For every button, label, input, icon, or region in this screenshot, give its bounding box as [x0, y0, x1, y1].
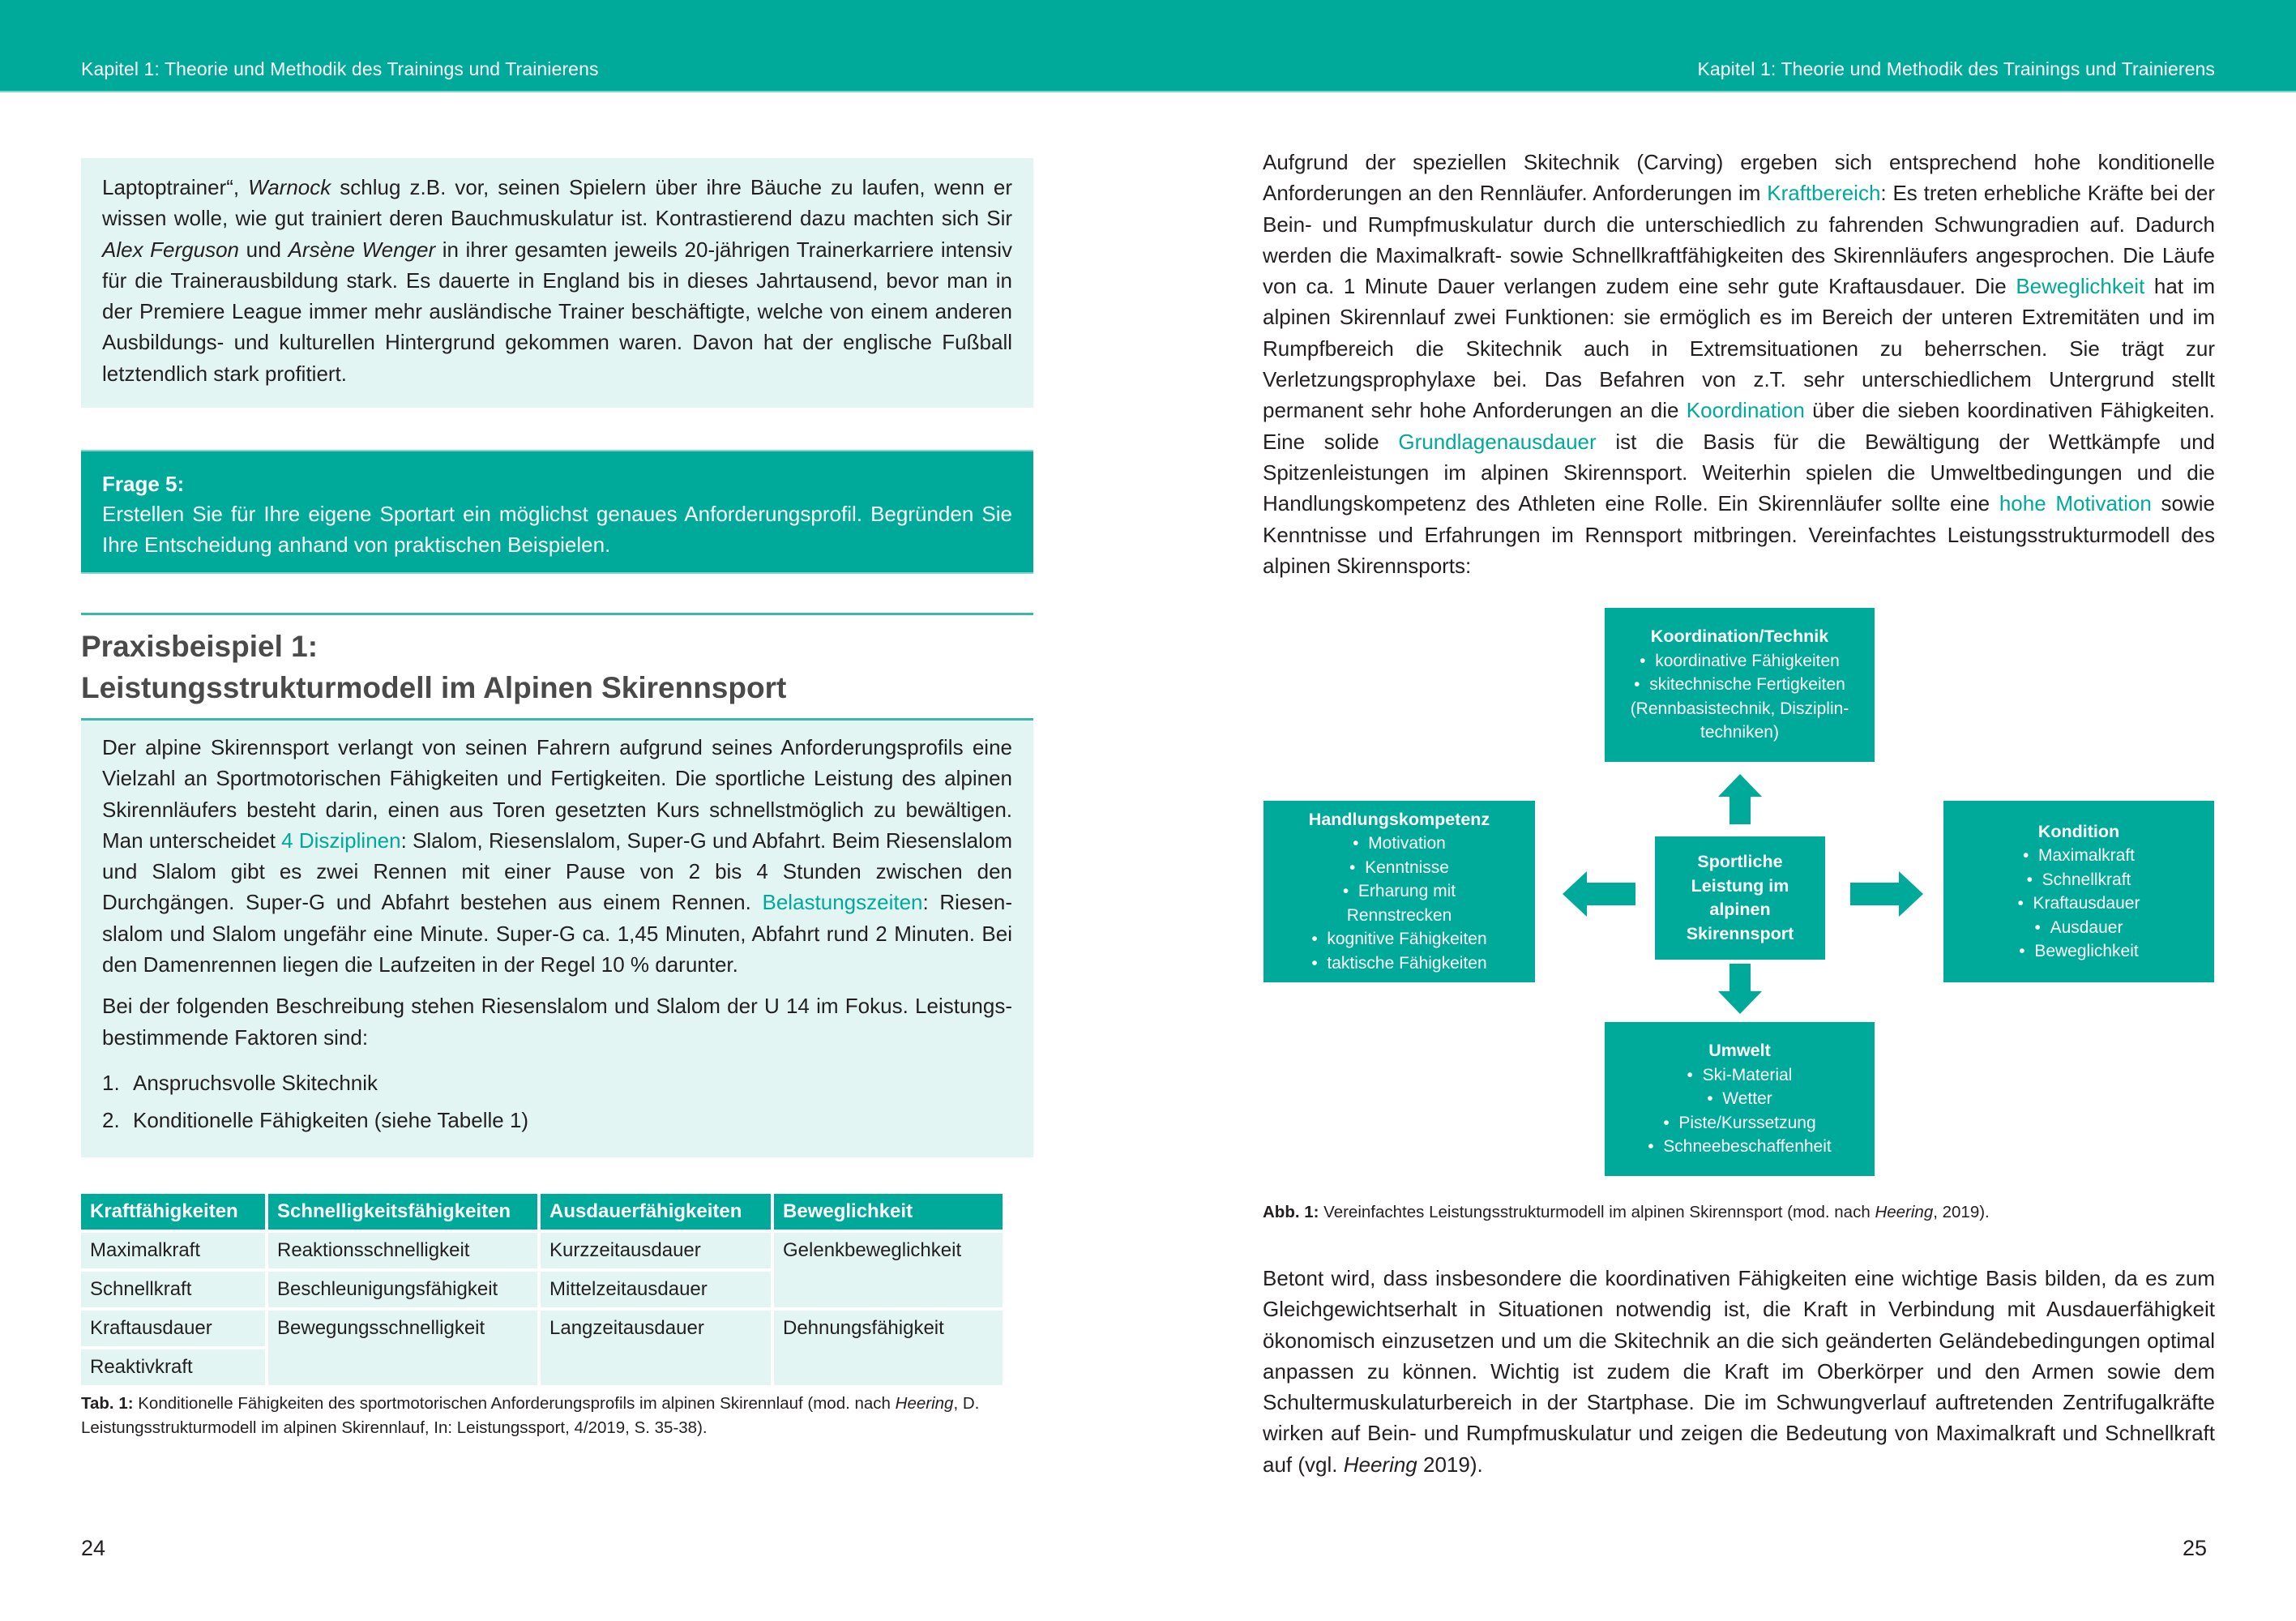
section-heading-line1: Praxisbeispiel 1: — [81, 630, 319, 663]
diagram-item: • Kraftausdauer — [1943, 892, 2214, 916]
table-cell: Gelenkbeweglichkeit — [774, 1233, 1003, 1307]
diagram-item: • Ausdauer — [1943, 916, 2214, 940]
text-run: schlug z.B. vor, seinen Spielern über ihre Bäuche zu laufen, wenn er wissen wolle, wie gut trainiert deren Bauchmuskulatur ist. Kontrastierend dazu machten sich Sir — [102, 175, 1013, 231]
table-caption-text: , D. Leistungsstrukturmodell im alpinen Skirennlauf, In: Leistungssport, 4/2019, S. 35-38). — [81, 1394, 980, 1437]
highlight-keyword: hohe Motivation — [1999, 491, 2152, 516]
table-row — [81, 1311, 1003, 1346]
text-run: : Riesenslalom und Slalom ungefähr eine Minute. Super-G ca. 1,45 Minuten, Abfahrt rund 2 Minuten. Bei den Damenrennen liegen die Laufzeiten in der Regel 10 % darunter. — [102, 890, 1012, 977]
table-cell: Langzeitausdauer — [541, 1311, 771, 1385]
diagram-item-continuation: techniken) — [1700, 723, 1779, 742]
diagram-item-continuation: (Rennbasistechnik, Disziplin- — [1630, 699, 1849, 718]
table-caption — [81, 1392, 1005, 1440]
question-box — [81, 450, 1033, 574]
table-cell: Maximalkraft — [81, 1233, 265, 1268]
diagram-item: • Schneebeschaffenheit — [1605, 1135, 1875, 1159]
section-heading-line2: Leistungsstrukturmodell im Alpinen Skirennsport — [81, 671, 787, 704]
diagram-box-umwelt — [1605, 1022, 1875, 1176]
section-divider-top — [81, 613, 1033, 615]
highlight-keyword: 4 Disziplinen — [281, 828, 401, 853]
highlight-keyword: Grundlagenausdauer — [1398, 429, 1597, 454]
example-textbox — [81, 721, 1033, 1157]
arrow-down-icon — [1718, 964, 1762, 1014]
table-header: Ausdauerfähigkeiten — [541, 1194, 771, 1230]
section-heading — [81, 626, 1033, 708]
table-cell: Mittelzeitausdauer — [541, 1272, 771, 1307]
right-paragraph-1 — [1263, 147, 2215, 581]
list-number: 1. — [102, 1070, 120, 1095]
diagram-box-title: Kondition — [2037, 821, 2120, 841]
diagram-box-koordination — [1605, 608, 1875, 762]
list-number: 2. — [102, 1107, 120, 1132]
text-run: sowie Kenntnisse und Erfahrungen im Rennsport mitbringen. Vereinfachtes Leistungsstrukturmodell des alpinen Skirennsports: — [1263, 491, 2216, 578]
table-header-row — [81, 1194, 1003, 1230]
highlight-keyword: Beweglichkeit — [2016, 274, 2145, 299]
table-cell: Reaktionsschnelligkeit — [268, 1233, 537, 1268]
arrow-up-icon — [1718, 774, 1762, 824]
text-run: ist die Basis für die Bewältigung der Wettkämpfe und Spitzenleistungen im alpinen Skirennsport. Weiterhin spielen die Umweltbedingungen und die Handlungskompetenz des Athleten eine Rolle. Ein Skirennläufer sollte eine — [1263, 429, 2216, 516]
diagram-box-title: Koordination/Technik — [1650, 627, 1829, 647]
factor-list-item — [102, 1064, 1012, 1101]
text-run: und — [239, 237, 289, 262]
table-cell: Reaktivkraft — [81, 1349, 265, 1385]
diagram-box-center — [1655, 836, 1825, 960]
figure-caption-author: Heering — [1875, 1203, 1934, 1221]
table-cell: Beschleunigungsfähigkeit — [268, 1272, 537, 1307]
diagram-center-line: Leistung im — [1691, 875, 1789, 896]
diagram-item: • Ski-Material — [1605, 1063, 1875, 1088]
diagram-box-kondition — [1943, 801, 2214, 982]
diagram-item: • taktische Fähigkeiten — [1263, 952, 1535, 976]
text-run: über die sieben koordinativen Fähigkeiten. Eine solide — [1263, 398, 2216, 454]
table-header: Beweglichkeit — [774, 1194, 1003, 1230]
diagram-center-line: Skirennsport — [1686, 923, 1794, 943]
page-number-left: 24 — [81, 1536, 106, 1560]
right-paragraph-2 — [1263, 1263, 2215, 1480]
question-title: Frage 5: — [102, 472, 185, 496]
emphasis-text: Arsène Wenger — [288, 237, 436, 262]
conditional-abilities-table — [78, 1191, 1006, 1388]
arrow-left-icon — [1563, 871, 1635, 917]
text-run: Aufgrund der speziellen Skitechnik (Carving) ergeben sich entsprechend hohe konditionelle Anforderungen an den Rennläufer. Anforderungen im — [1263, 150, 2215, 206]
text-run: : Es treten erhebliche Kräfte bei der Bein- und Rumpfmuskulatur durch die unterschiedlich zu fahrenden Schwungradien auf. Dadurch werden die Maximalkraft- sowie Schnellkraftfähigkeiten des Skirennläufers angesprochen. Die Läufe von ca. 1 Minute Dauer verlangen zudem eine sehr gute Kraftausdauer. Die — [1263, 181, 2215, 299]
text-run: Der alpine Skirennsport verlangt von seinen Fahrern aufgrund seines Anforderungsprofils eine Vielzahl an Sportmotorischen Fähigkeiten und Fertigkeiten. Die sportliche Leistung des alpinen Skirennläufers besteht darin, einen aus Toren gesetzten Kurs schnellstmöglich zu bewältigen. Man unterscheidet — [102, 735, 1012, 853]
table-row — [81, 1233, 1003, 1268]
text-run: : Slalom, Riesenslalom, Super-G und Abfahrt. Beim Riesenslalom und Slalom gibt es zwei Rennen mit einer Pause von 2 bis 4 Stunden zwischen den Durchgängen. Super-G und Abfahrt bestehen aus einem Rennen. — [102, 828, 1012, 915]
continuation-paragraph — [102, 172, 1012, 389]
diagram-item: • Wetter — [1605, 1087, 1875, 1111]
table-caption-label: Tab. 1: — [81, 1394, 134, 1413]
example-paragraph-2: Bei der folgenden Beschreibung stehen Riesenslalom und Slalom der U 14 im Fokus. Leistungsbestimmende Faktoren sind: — [102, 994, 1012, 1050]
chapter-header-bar — [0, 0, 2296, 92]
emphasis-text: Warnock — [248, 175, 331, 199]
diagram-item: • Erharung mit — [1263, 879, 1535, 904]
continuation-textbox — [81, 158, 1033, 408]
diagram-center-line: alpinen — [1709, 900, 1771, 919]
highlight-keyword: Kraftbereich — [1767, 181, 1881, 206]
diagram-item: • Beweglichkeit — [1943, 939, 2214, 964]
highlight-keyword: Koordination — [1686, 398, 1805, 423]
example-paragraph-1 — [102, 732, 1012, 980]
factor-list-item — [102, 1101, 1012, 1139]
table-cell: Bewegungsschnelligkeit — [268, 1311, 537, 1385]
figure-caption-text: Vereinfachtes Leistungsstrukturmodell im alpinen Skirennsport (mod. nach — [1319, 1203, 1875, 1221]
diagram-item: • kognitive Fähigkeiten — [1263, 927, 1535, 952]
diagram-item: • Maximalkraft — [1943, 844, 2214, 868]
chapter-title-right: Kapitel 1: Theorie und Methodik des Trainings und Trainierens — [1697, 58, 2215, 79]
figure-caption-text: , 2019). — [1933, 1203, 1990, 1221]
page-number-right: 25 — [2183, 1536, 2208, 1560]
table-header: Kraftfähigkeiten — [81, 1194, 265, 1230]
chapter-title-left: Kapitel 1: Theorie und Methodik des Trainings und Trainierens — [81, 58, 599, 79]
table-header: Schnelligkeitsfähigkeiten — [268, 1194, 537, 1230]
diagram-item: • skitechnische Fertigkeiten — [1605, 673, 1875, 697]
diagram-item-continuation: Rennstrecken — [1346, 905, 1452, 925]
list-text: Konditionelle Fähigkeiten (siehe Tabelle 1) — [133, 1107, 529, 1132]
diagram-box-handlungskompetenz — [1263, 801, 1535, 982]
table-cell: Dehnungsfähigkeit — [774, 1311, 1003, 1385]
factor-list — [102, 1064, 1012, 1139]
arrow-right-icon — [1850, 871, 1923, 917]
table-caption-author: Heering — [895, 1394, 954, 1413]
table-caption-text: Konditionelle Fähigkeiten des sportmotorischen Anforderungsprofils im alpinen Skirennlauf (mod. nach — [133, 1394, 896, 1413]
text-run: 2019). — [1417, 1452, 1483, 1477]
table-cell: Schnellkraft — [81, 1272, 265, 1307]
figure-caption — [1263, 1200, 2215, 1225]
diagram-item: • Motivation — [1263, 832, 1535, 856]
text-run: Laptoptrainer“, — [102, 175, 249, 199]
diagram-item: • Schnellkraft — [1943, 868, 2214, 892]
emphasis-text: Alex Ferguson — [102, 237, 240, 262]
list-text: Anspruchsvolle Skitechnik — [133, 1070, 378, 1095]
diagram-item: • Kenntnisse — [1263, 856, 1535, 880]
text-run: in ihrer gesamten jeweils 20-jährigen Trainerkarriere intensiv für die Trainerausbildung stark. Es dauerte in England bis in dieses Jahrtausend, bevor man in der Premiere League immer mehr ausländische Trainer beschäftigte, welche von einem anderen Ausbildungs- und kulturellen Hintergrund gekommen waren. Davon hat der englische Fußball letztendlich stark profitiert. — [102, 237, 1012, 386]
highlight-keyword: Belastungszeiten — [762, 890, 923, 915]
table-cell: Kurzzeitausdauer — [541, 1233, 771, 1268]
text-run: hat im alpinen Skirennlauf zwei Funktionen: sie ermöglich es im Bereich der unteren Extremitäten und im Rumpfbereich die Skitechnik auch in Extremsituationen zu beherrschen. Sie trägt zur Verletzungsprophylaxe bei. Das Befahren von z.T. sehr unterschiedlichem Untergrund stellt permanent sehr hohe Anforderungen an die — [1263, 274, 2216, 423]
diagram-item: • Piste/Kurssetzung — [1605, 1111, 1875, 1136]
table-cell: Kraftausdauer — [81, 1311, 265, 1346]
question-text: Erstellen Sie für Ihre eigene Sportart ein möglichst genaues Anforderungsprofil. Begründen Sie Ihre Entscheidung anhand von praktischen Beispielen. — [102, 502, 1012, 557]
diagram-box-title: Umwelt — [1708, 1041, 1771, 1061]
diagram-item: • koordinative Fähigkeiten — [1605, 649, 1875, 674]
diagram-box-title: Handlungskompetenz — [1308, 809, 1490, 829]
figure-caption-label: Abb. 1: — [1263, 1203, 1319, 1221]
diagram-center-line: Sportliche — [1697, 852, 1783, 871]
emphasis-text: Heering — [1343, 1452, 1417, 1477]
text-run: Betont wird, dass insbesondere die koordinativen Fähigkeiten eine wichtige Basis bilden, da es zum Gleichgewichtserhalt in Situationen notwendig ist, die Kraft in Verbindung mit Ausdauerfähigkeit ökonomisch einzusetzen und um die Skitechnik an die sich geänderten Geländebedingungen optimal anpassen zu können. Wichtig ist zudem die Kraft im Oberkörper und den Armen sowie dem Schultermuskulaturbereich in der Startphase. Die im Schwungverlauf auftretenden Zentrifugalkräfte wirken auf Bein- und Rumpfmuskulatur und zeigen die Bedeutung von Maximalkraft und Schnellkraft auf (vgl. — [1263, 1266, 2215, 1477]
